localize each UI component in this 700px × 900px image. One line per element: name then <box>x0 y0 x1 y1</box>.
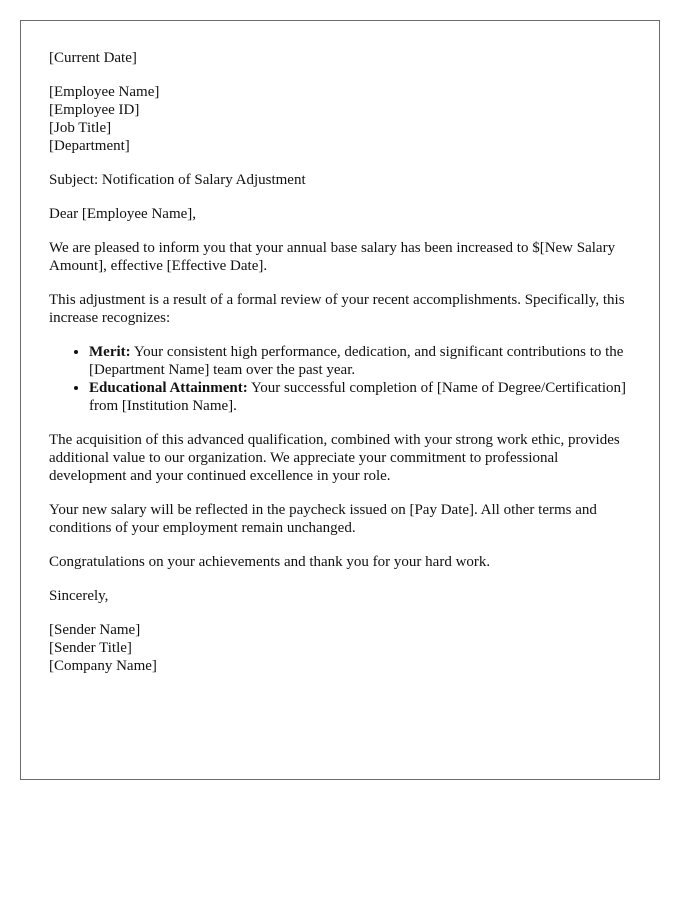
recognition-merit <box>89 343 631 379</box>
sender-block <box>49 621 631 675</box>
paragraph-paycheck: Your new salary will be reflected in the paycheck issued on [Pay Date]. All other terms and conditions of your employment remain unchanged. <box>49 502 597 536</box>
letter-date: [Current Date] <box>49 50 137 66</box>
recipient-department: [Department] <box>49 138 130 154</box>
paragraph-congratulations: Congratulations on your achievements and thank you for your hard work. <box>49 554 491 570</box>
salary-letter <box>20 20 660 780</box>
recipient-id: [Employee ID] <box>49 102 140 118</box>
recognition-education <box>89 379 631 415</box>
recognition-education-label: Educational Attainment: <box>89 380 248 396</box>
letter-salutation: Dear [Employee Name], <box>49 206 197 222</box>
sender-company: [Company Name] <box>49 658 157 674</box>
recognition-education-text: Your successful completion of [Name of Degree/Certification] from [Institution Name]. <box>89 380 626 414</box>
sender-name: [Sender Name] <box>49 622 141 638</box>
recipient-name: [Employee Name] <box>49 84 160 100</box>
sender-title: [Sender Title] <box>49 640 132 656</box>
recognition-list <box>49 343 631 415</box>
paragraph-salary-increase: We are pleased to inform you that your annual base salary has been increased to $[New Salary Amount], effective [Effective Date]. <box>49 240 616 274</box>
recipient-block <box>49 83 631 155</box>
recipient-title: [Job Title] <box>49 120 112 136</box>
recognition-merit-label: Merit: <box>89 344 131 360</box>
paragraph-review: This adjustment is a result of a formal review of your recent accomplishments. Specifically, this increase recognizes: <box>49 292 625 326</box>
paragraph-qualification: The acquisition of this advanced qualification, combined with your strong work ethic, provides additional value to our organization. We appreciate your commitment to professional development and your continued excellence in your role. <box>49 432 620 484</box>
recognition-merit-text: Your consistent high performance, dedication, and significant contributions to the [Department Name] team over the past year. <box>89 344 624 378</box>
letter-subject: Subject: Notification of Salary Adjustment <box>49 172 306 188</box>
letter-closing: Sincerely, <box>49 588 109 604</box>
